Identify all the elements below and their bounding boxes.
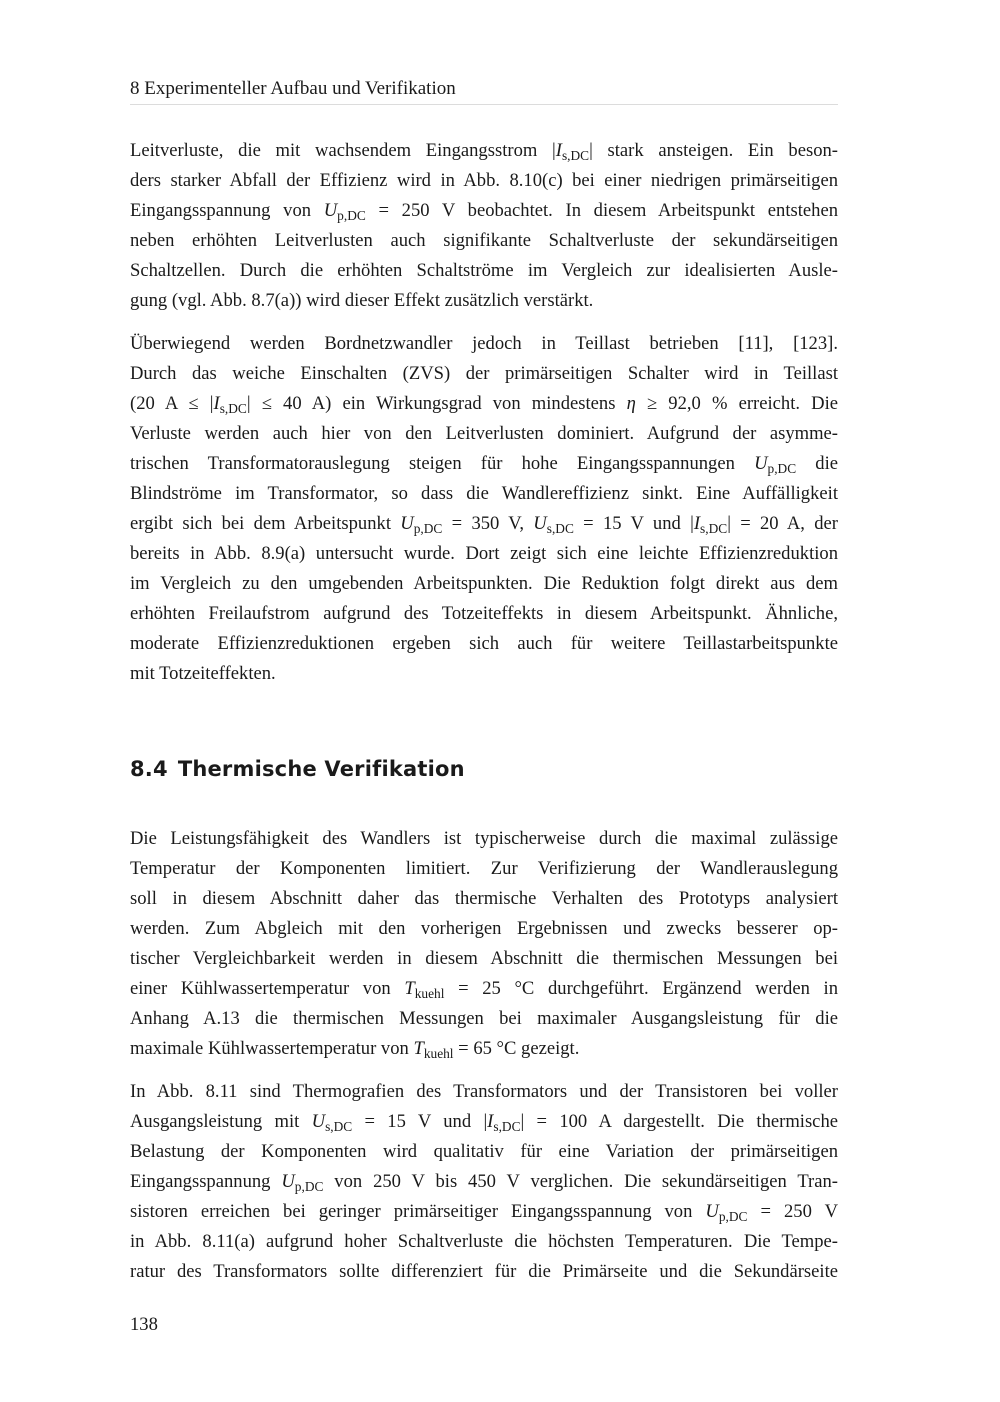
text-line: trischen Transformatorauslegung steigen für hohe Eingangsspannungen $U_{p,DC}$ die bbox=[130, 453, 838, 477]
section-heading bbox=[130, 754, 465, 784]
running-header: 8 Experimenteller Aufbau und Verifikation bbox=[130, 76, 838, 105]
text-line: Leitverluste, die mit wachsendem Eingangsstrom $|I_{s,DC}|$ stark ansteigen. Ein beson- bbox=[130, 140, 838, 164]
paragraph-2 bbox=[130, 329, 838, 689]
text-line: bereits in Abb. 8.9(a) untersucht wurde. Dort zeigt sich eine leichte Effizienzreduktion bbox=[130, 543, 838, 564]
text-line: Eingangsspannung $U_{p,DC}$ von 250 V bis 450 V verglichen. Die sekundärseitigen Tran- bbox=[130, 1171, 838, 1195]
text-line: ders starker Abfall der Effizienz wird in Abb. 8.10(c) bei einer niedrigen primärseitigen bbox=[130, 170, 838, 191]
paragraph-1 bbox=[130, 136, 838, 316]
paragraph-4 bbox=[130, 1077, 838, 1287]
text-line: mit Totzeiteffekten. bbox=[130, 663, 276, 684]
text-line: werden. Zum Abgleich mit den vorherigen Ergebnissen und zwecks besserer op- bbox=[130, 918, 838, 939]
text-line: Blindströme im Transformator, so dass die Wandlereffizienz sinkt. Eine Auffälligkeit bbox=[130, 483, 838, 504]
text-line: moderate Effizienzreduktionen ergeben sich auch für weitere Teillastarbeitspunkte bbox=[130, 633, 838, 654]
text-line: ratur des Transformators sollte differenziert für die Primärseite und die Sekundärseite bbox=[130, 1261, 838, 1282]
section-number: 8.4 bbox=[130, 757, 168, 781]
text-line: Eingangsspannung von $U_{p,DC} = 250$ V beobachtet. In diesem Arbeitspunkt entstehen bbox=[130, 200, 838, 224]
text-line: Anhang A.13 die thermischen Messungen bei maximaler Ausgangsleistung für die bbox=[130, 1008, 838, 1029]
text-line: sistoren erreichen bei geringer primärseitiger Eingangsspannung von $U_{p,DC} = 250$ V bbox=[130, 1201, 838, 1225]
text-line: in Abb. 8.11(a) aufgrund hoher Schaltverluste die höchsten Temperaturen. Die Tempe- bbox=[130, 1231, 838, 1252]
paragraph-3 bbox=[130, 824, 838, 1064]
text-line: gung (vgl. Abb. 8.7(a)) wird dieser Effekt zusätzlich verstärkt. bbox=[130, 290, 594, 311]
text-line: Temperatur der Komponenten limitiert. Zur Verifizierung der Wandlerauslegung bbox=[130, 858, 838, 879]
text-line: ergibt sich bei dem Arbeitspunkt $U_{p,DC} = 350$ V, $U_{s,DC} = 15$ V und $|I_{s,DC}| = 20$ A, der bbox=[130, 513, 838, 537]
text-line: soll in diesem Abschnitt daher das thermische Verhalten des Prototyps analysiert bbox=[130, 888, 838, 909]
text-line: im Vergleich zu den umgebenden Arbeitspunkten. Die Reduktion folgt direkt aus dem bbox=[130, 573, 838, 594]
text-line: einer Kühlwassertemperatur von $T_{kuehl} = 25$ °C durchgeführt. Ergänzend werden in bbox=[130, 978, 838, 1002]
text-line: Ausgangsleistung mit $U_{s,DC} = 15$ V und $|I_{s,DC}| = 100$ A dargestellt. Die thermische bbox=[130, 1111, 838, 1135]
text-line: Die Leistungsfähigkeit des Wandlers ist typischerweise durch die maximal zulässige bbox=[130, 828, 838, 849]
text-line: Überwiegend werden Bordnetzwandler jedoch in Teillast betrieben [11], [123]. bbox=[130, 333, 838, 354]
page-number: 138 bbox=[130, 1314, 158, 1335]
text-line: tischer Vergleichbarkeit werden in diesem Abschnitt die thermischen Messungen bei bbox=[130, 948, 838, 969]
text-line: neben erhöhten Leitverlusten auch signifikante Schaltverluste der sekundärseitigen bbox=[130, 230, 838, 251]
text-line: Verluste werden auch hier von den Leitverlusten dominiert. Aufgrund der asymme- bbox=[130, 423, 838, 444]
section-title: Thermische Verifikation bbox=[177, 757, 465, 781]
text-line: In Abb. 8.11 sind Thermografien des Transformators und der Transistoren bei voller bbox=[130, 1081, 838, 1102]
text-line: Schaltzellen. Durch die erhöhten Schaltströme im Vergleich zur idealisierten Ausle- bbox=[130, 260, 838, 281]
text-line: maximale Kühlwassertemperatur von $T_{kuehl} = 65$ °C gezeigt. bbox=[130, 1038, 580, 1062]
text-line: Belastung der Komponenten wird qualitativ für eine Variation der primärseitigen bbox=[130, 1141, 838, 1162]
text-line: erhöhten Freilaufstrom aufgrund des Totzeiteffekts in diesem Arbeitspunkt. Ähnliche, bbox=[130, 603, 838, 624]
text-line: (20 $A \le |I_{s,DC}| \le 40$ A) ein Wirkungsgrad von mindestens η ≥ 92,0 % erreicht. Die bbox=[130, 393, 838, 417]
text-line: Durch das weiche Einschalten (ZVS) der primärseitigen Schalter wird in Teillast bbox=[130, 363, 838, 384]
